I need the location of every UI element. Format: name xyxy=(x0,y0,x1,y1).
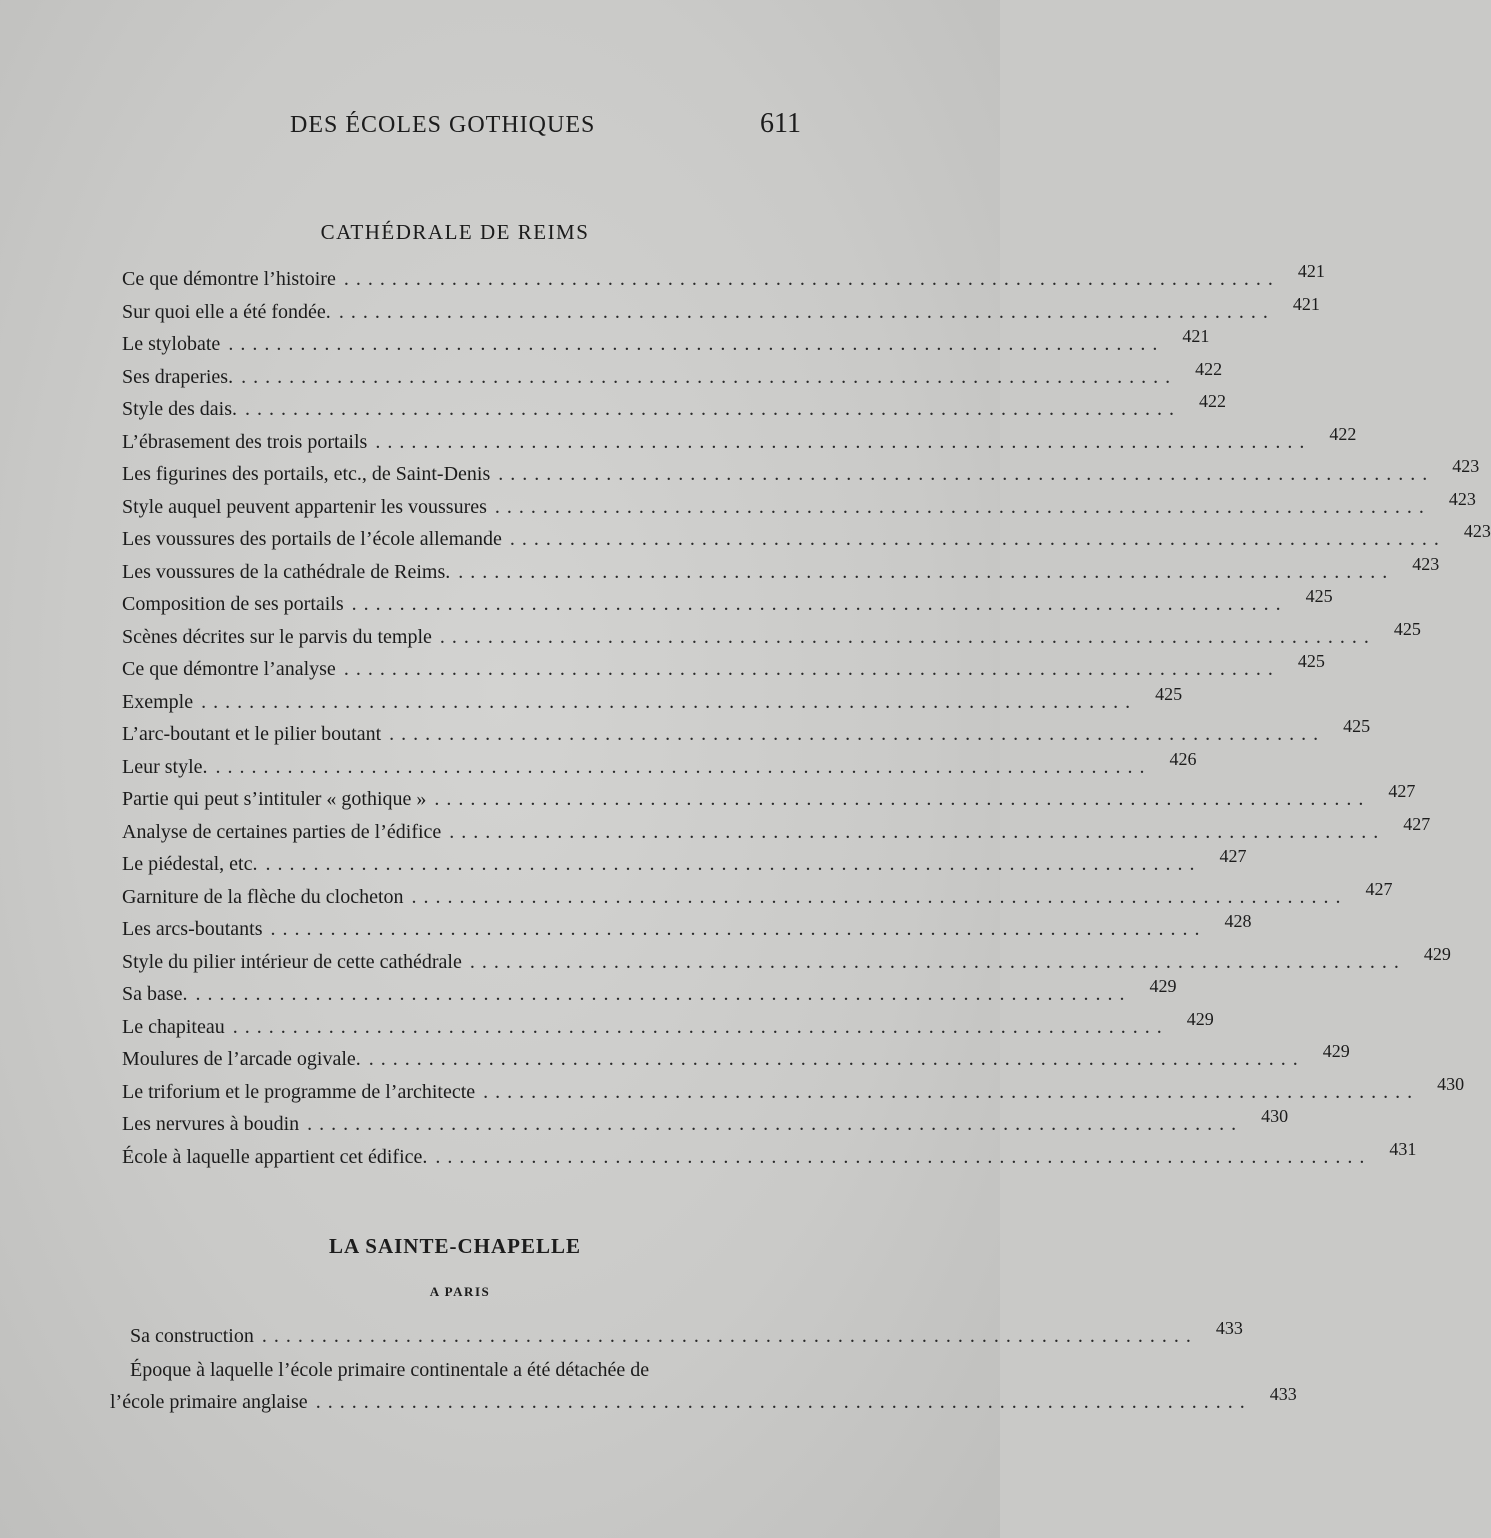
dot-leader: .............................................................................. xyxy=(389,723,1326,745)
entry-text: L’arc-boutant et le pilier boutant xyxy=(122,723,382,745)
entry-text-line1: Époque à laquelle l’école primaire continentale a été détachée de xyxy=(130,1359,650,1381)
entry-text: Scènes décrites sur le parvis du temple xyxy=(122,625,432,648)
dot-leader: .............................................................................. xyxy=(411,885,1348,908)
toc-entry-multiline xyxy=(110,1359,1297,1425)
entry-page: 430 xyxy=(1261,1106,1289,1126)
toc-entry xyxy=(122,1073,1465,1114)
entry-text: Partie qui peut s’intituler « gothique » xyxy=(122,788,427,810)
dot-leader: .............................................................................. xyxy=(195,983,1132,1005)
entry-page: 429 xyxy=(1149,976,1177,996)
dot-leader: .............................................................................. xyxy=(201,690,1138,713)
toc-entry xyxy=(130,1318,1243,1359)
toc-entry xyxy=(122,1008,1214,1049)
entry-page: 427 xyxy=(1388,781,1416,801)
entry-page: 421 xyxy=(1292,293,1320,314)
entry-text: Les arcs-boutants xyxy=(122,918,263,940)
entry-page: 421 xyxy=(1297,261,1325,281)
section-title-reims: CATHÉDRALE DE REIMS xyxy=(320,220,590,244)
entry-text: Le stylobate xyxy=(122,333,221,355)
entry-line2 xyxy=(110,1384,1297,1425)
entry-text: Le chapiteau xyxy=(122,1015,225,1038)
dot-leader: .............................................................................. xyxy=(343,268,1280,290)
dot-leader: .............................................................................. xyxy=(439,625,1376,648)
dot-leader: .............................................................................. xyxy=(434,788,1371,810)
entry-page: 427 xyxy=(1403,813,1431,834)
toc-entry xyxy=(122,878,1393,919)
entry-text: Les figurines des portails, etc., de Saint-Denis xyxy=(122,463,491,485)
toc-entry xyxy=(122,943,1451,984)
entry-page: 427 xyxy=(1365,878,1393,899)
table-of-contents-sainte-chapelle xyxy=(110,1318,1297,1425)
entry-page: 426 xyxy=(1169,748,1197,769)
toc-entry xyxy=(122,326,1210,366)
entry-page: 427 xyxy=(1219,846,1247,866)
section-subtitle: A PARIS xyxy=(429,1284,491,1299)
dot-leader: .............................................................................. xyxy=(307,1113,1244,1135)
entry-page: 428 xyxy=(1224,911,1252,931)
entry-text: Composition de ses portails xyxy=(122,593,344,615)
dot-leader: .............................................................................. xyxy=(458,560,1395,583)
entry-page: 433 xyxy=(1215,1318,1243,1338)
toc-entry xyxy=(122,748,1197,789)
toc-entry xyxy=(122,423,1357,464)
toc-entry xyxy=(122,911,1252,951)
entry-text: Style du pilier intérieur de cette cathédrale xyxy=(122,950,462,973)
entry-page: 429 xyxy=(1423,943,1451,964)
toc-entry xyxy=(122,521,1491,561)
entry-text-line2: l’école primaire anglaise xyxy=(110,1391,308,1413)
dot-leader: .............................................................................. xyxy=(270,918,1207,940)
table-of-contents-reims xyxy=(122,261,1491,1178)
entry-text: Ce que démontre l’histoire xyxy=(122,268,336,290)
dot-leader: .............................................................................. xyxy=(343,658,1280,680)
entry-text: Leur style. xyxy=(122,755,208,778)
dot-leader: .............................................................................. xyxy=(483,1080,1420,1103)
entry-page: 431 xyxy=(1389,1138,1417,1159)
toc-entry xyxy=(122,716,1371,756)
toc-entry xyxy=(122,391,1226,431)
entry-page: 423 xyxy=(1452,456,1480,476)
dot-leader: .............................................................................. xyxy=(338,300,1275,323)
toc-entry xyxy=(122,586,1333,626)
toc-entry xyxy=(122,618,1421,659)
entry-page: 425 xyxy=(1393,618,1421,639)
entry-text: Style des dais. xyxy=(122,398,237,420)
dot-leader: .............................................................................. xyxy=(435,1145,1372,1168)
entry-text: Sur quoi elle a été fondée. xyxy=(122,300,331,323)
entry-page: 421 xyxy=(1182,326,1210,346)
toc-entry xyxy=(122,553,1440,594)
toc-entry xyxy=(122,456,1480,496)
entry-text: Sa construction xyxy=(130,1325,254,1347)
entry-page: 423 xyxy=(1412,553,1440,574)
dot-leader: .............................................................................. xyxy=(368,1048,1305,1070)
toc-entry xyxy=(122,781,1416,821)
entry-page: 429 xyxy=(1322,1041,1350,1061)
entry-page: 429 xyxy=(1186,1008,1214,1029)
toc-entry xyxy=(122,1041,1350,1081)
section-title-sainte-chapelle: LA SAINTE-CHAPELLE xyxy=(329,1234,581,1258)
entry-page: 423 xyxy=(1463,521,1491,541)
dot-leader: .............................................................................. xyxy=(449,820,1386,843)
entry-text: Ce que démontre l’analyse xyxy=(122,658,336,680)
entry-page: 425 xyxy=(1305,586,1333,606)
entry-page: 422 xyxy=(1199,391,1226,411)
entry-text: Analyse de certaines parties de l’édifice xyxy=(122,820,442,843)
dot-leader: .............................................................................. xyxy=(265,853,1202,875)
entry-text: Le triforium et le programme de l’architecte xyxy=(122,1080,476,1103)
running-title: DES ÉCOLES GOTHIQUES xyxy=(290,112,596,138)
dot-leader: .............................................................................. xyxy=(228,333,1165,355)
entry-text: École à laquelle appartient cet édifice. xyxy=(122,1145,428,1168)
toc-entry xyxy=(122,651,1325,691)
entry-text: L’ébrasement des trois portails xyxy=(122,430,368,453)
dot-leader: .............................................................................. xyxy=(241,365,1178,388)
dot-leader: .............................................................................. xyxy=(498,463,1435,485)
entry-text: Ses draperies. xyxy=(122,365,234,388)
entry-page: 422 xyxy=(1195,358,1223,379)
dot-leader: .............................................................................. xyxy=(245,398,1181,420)
dot-leader: .............................................................................. xyxy=(261,1325,1198,1347)
toc-entry xyxy=(122,488,1476,529)
dot-leader: .............................................................................. xyxy=(232,1015,1169,1038)
dot-leader: .............................................................................. xyxy=(315,1391,1252,1413)
toc-entry xyxy=(122,1138,1417,1179)
toc-entry xyxy=(122,813,1431,854)
entry-text: Les voussures des portails de l’école allemande xyxy=(122,528,502,550)
entry-text: Exemple xyxy=(122,690,194,713)
entry-page: 425 xyxy=(1343,716,1371,736)
running-head xyxy=(0,108,1000,152)
toc-entry xyxy=(122,976,1177,1016)
dot-leader: .............................................................................. xyxy=(375,430,1312,453)
entry-text: Moulures de l’arcade ogivale. xyxy=(122,1048,361,1070)
entry-page: 422 xyxy=(1329,423,1357,444)
toc-entry xyxy=(122,358,1223,399)
entry-page: 430 xyxy=(1437,1073,1465,1094)
page-number: 611 xyxy=(760,108,801,139)
toc-entry xyxy=(122,293,1320,334)
entry-page: 425 xyxy=(1155,683,1183,704)
dot-leader: .............................................................................. xyxy=(494,495,1431,518)
entry-text: Garniture de la flèche du clocheton xyxy=(122,885,404,908)
entry-text: Le piédestal, etc. xyxy=(122,853,258,875)
dot-leader: .............................................................................. xyxy=(509,528,1446,550)
toc-entry xyxy=(122,1106,1289,1146)
dot-leader: .............................................................................. xyxy=(351,593,1288,615)
entry-page: 433 xyxy=(1269,1384,1297,1404)
entry-text: Les voussures de la cathédrale de Reims. xyxy=(122,560,451,583)
entry-page: 425 xyxy=(1297,651,1325,671)
dot-leader: .............................................................................. xyxy=(469,950,1406,973)
dot-leader: .............................................................................. xyxy=(215,755,1152,778)
entry-text: Style auquel peuvent appartenir les voussures xyxy=(122,495,487,518)
toc-entry xyxy=(122,683,1183,724)
entry-page: 423 xyxy=(1448,488,1476,509)
entry-text: Les nervures à boudin xyxy=(122,1113,300,1135)
toc-entry xyxy=(122,846,1247,886)
toc-entry xyxy=(122,261,1325,301)
entry-text: Sa base. xyxy=(122,983,188,1005)
